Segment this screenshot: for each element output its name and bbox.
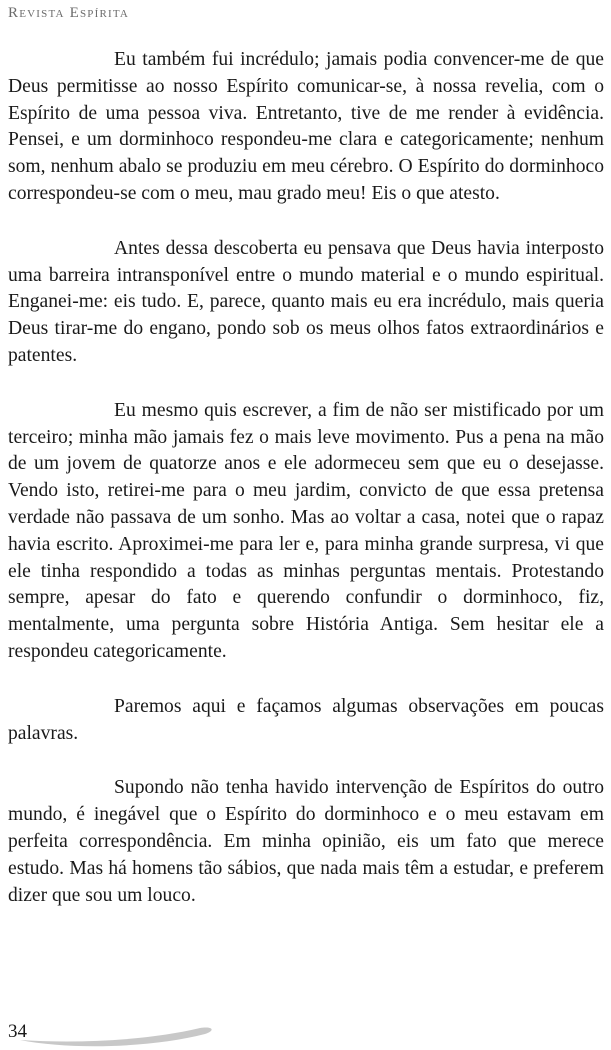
- paragraph-1: Eu também fui incrédulo; jamais podia convencer-me de que Deus permitisse ao nosso Espírito comunicar-se, à nossa revelia, com o Espírito de uma pessoa viva. Entretanto, tive de me render à evidência. Pensei, e um dorminhoco respondeu-me clara e categoricamente; nenhum som, nenhum abalo se produziu em meu cérebro. O Espírito do dorminhoco correspondeu-se com o meu, mau grado meu! Eis o que atesto.: [8, 49, 604, 204]
- page-swoosh-ornament: [0, 1010, 240, 1050]
- paragraph-5: Supondo não tenha havido intervenção de Espíritos do outro mundo, é inegável que o Espírito do dorminhoco e o meu estavam em perfeita correspondência. Em minha opinião, eis um fato que merece estudo. Mas há homens tão sábios, que nada mais têm a estudar, e preferem dizer que sou um louco.: [8, 777, 604, 906]
- swoosh-shape: [20, 1028, 212, 1047]
- running-header-title: Revista Espírita: [8, 5, 130, 21]
- body-text: [8, 47, 604, 937]
- paragraph-2: Antes dessa descoberta eu pensava que Deus havia interposto uma barreira intransponível entre o mundo material e o mundo espiritual. Enganei-me: eis tudo. E, parece, quanto mais eu era incrédulo, mais queria Deus tirar-me do engano, pondo sob os meus olhos fatos extraordinários e patentes.: [8, 237, 604, 366]
- paragraph-3: Eu mesmo quis escrever, a fim de não ser mistificado por um terceiro; minha mão jamais fez o mais leve movimento. Pus a pena na mão de um jovem de quatorze anos e ele adormeceu sem que eu o desejasse. Vendo isto, retirei-me para o meu jardim, convicto de que essa pretensa verdade não passava de um sonho. Mas ao voltar a casa, notei que o rapaz havia escrito. Aproximei-me para ler e, para minha grande surpresa, vi que ele tinha respondido a todas as minhas perguntas mentais. Protestando sempre, apesar do fato e querendo confundir o dorminhoco, fiz, mentalmente, uma pergunta sobre História Antiga. Sem hesitar ele a respondeu categoricamente.: [8, 399, 604, 662]
- page-number: 34: [8, 1021, 27, 1042]
- paragraph-4: Paremos aqui e façamos algumas observações em poucas palavras.: [8, 695, 604, 744]
